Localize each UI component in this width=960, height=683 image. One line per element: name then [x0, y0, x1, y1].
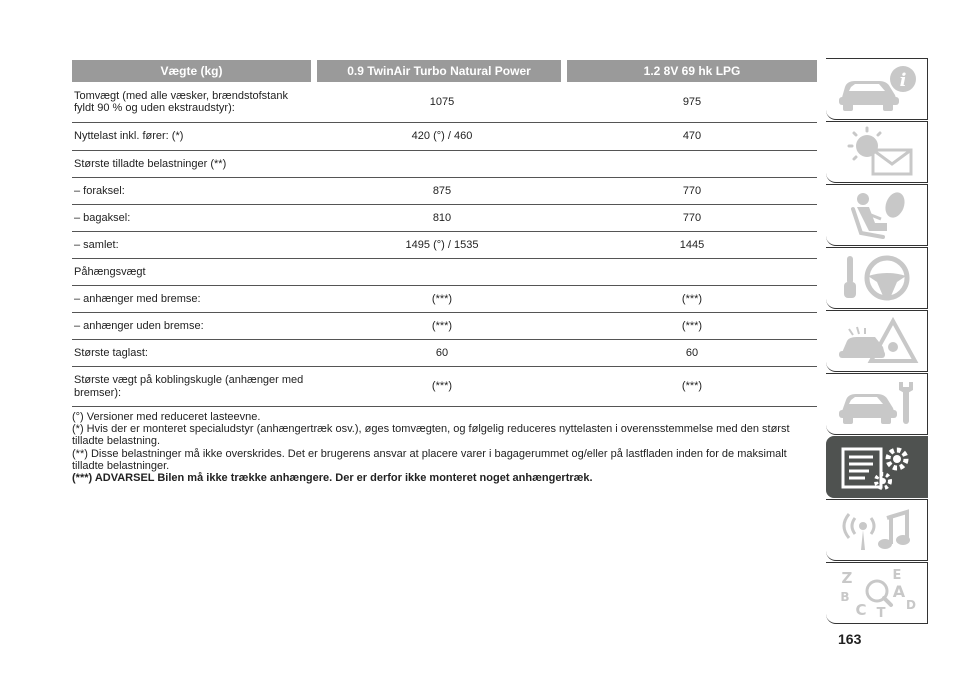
header-engine-lpg: 1.2 8V 69 hk LPG — [567, 60, 817, 82]
row-value-lpg: 770 — [682, 184, 702, 197]
table-row — [72, 178, 817, 205]
row-label: – samlet: — [74, 238, 119, 251]
index-letter: E — [892, 568, 901, 583]
tab-technical-data[interactable] — [826, 436, 928, 498]
row-label: Største tilladte belastninger (**) — [74, 157, 227, 170]
footnote-max-loads: (**) Disse belastninger må ikke overskrides. Det er brugerens ansvar at placere varer i bagagerummet og/eller på lastfladen inden for de maksimalt tilladte belastninger. — [72, 447, 787, 472]
row-value-lpg: (***) — [681, 292, 703, 305]
row-value-twinair: 60 — [435, 346, 449, 359]
table-row — [72, 232, 817, 259]
row-label: Største taglast: — [74, 346, 148, 359]
row-value-twinair: (***) — [431, 319, 453, 332]
header-engine-twinair: 0.9 TwinAir Turbo Natural Power — [317, 60, 561, 82]
tab-maintenance[interactable] — [826, 373, 928, 435]
row-value-twinair: 1075 — [429, 95, 455, 108]
row-value-lpg: 60 — [685, 346, 699, 359]
car-maintenance-icon — [835, 378, 919, 430]
row-value-lpg: (***) — [681, 319, 703, 332]
table-row — [72, 205, 817, 232]
footnotes — [72, 411, 820, 484]
index-letter: A — [892, 582, 905, 601]
row-label: – anhænger med bremse: — [74, 292, 201, 305]
row-label: Påhængsvægt — [74, 265, 146, 278]
index-letter: Z — [841, 569, 852, 587]
row-value-twinair: 810 — [432, 211, 452, 224]
car-info-icon — [835, 63, 919, 115]
index-letter: B — [839, 590, 850, 604]
row-value-lpg: (***) — [681, 380, 703, 393]
warning-lights-icon — [835, 126, 919, 178]
multimedia-icon — [835, 504, 919, 556]
row-value-twinair: (***) — [431, 292, 453, 305]
row-value-twinair: 420 (°) / 460 — [411, 130, 473, 143]
index-letter: C — [854, 601, 867, 619]
row-value-twinair: 875 — [432, 184, 452, 197]
weights-table — [72, 60, 817, 407]
index-letter: T — [876, 606, 885, 619]
table-row — [72, 340, 817, 367]
row-value-lpg: 470 — [682, 130, 702, 143]
footnote-reduced-capacity: (°) Versioner med reduceret lasteevne. — [72, 411, 261, 423]
airbag-seat-icon — [835, 189, 919, 241]
technical-data-icon — [835, 441, 919, 493]
table-row — [72, 123, 817, 151]
row-label: – bagaksel: — [74, 211, 131, 224]
table-header — [72, 60, 817, 82]
tab-starting-driving[interactable] — [826, 247, 928, 309]
tab-warning-lights[interactable] — [826, 121, 928, 183]
row-value-twinair: (***) — [431, 380, 453, 393]
index-icon — [835, 567, 919, 619]
header-weights: Vægte (kg) — [72, 60, 311, 82]
tab-emergency[interactable] — [826, 310, 928, 372]
svg-text:i: i — [899, 70, 906, 91]
tab-index[interactable] — [826, 562, 928, 624]
row-label: Nyttelast inkl. fører: (*) — [74, 130, 184, 143]
warning-no-towing: (***) ADVARSEL Bilen må ikke trække anhængere. Der er derfor ikke monteret noget anhængertræk. — [72, 472, 593, 485]
row-label: – anhænger uden bremse: — [74, 319, 204, 332]
tab-multimedia[interactable] — [826, 499, 928, 561]
steering-wheel-icon — [835, 252, 919, 304]
tab-safety[interactable] — [826, 184, 928, 246]
index-letter: D — [905, 598, 916, 612]
row-label: – foraksel: — [74, 184, 125, 197]
table-row — [72, 82, 817, 123]
table-row — [72, 259, 817, 286]
table-row — [72, 313, 817, 340]
table-row — [72, 286, 817, 313]
row-value-twinair: 1495 (°) / 1535 — [405, 238, 479, 251]
row-value-lpg: 770 — [682, 211, 702, 224]
row-value-lpg: 975 — [682, 95, 702, 108]
row-value-lpg: 1445 — [679, 238, 705, 251]
tab-car-info[interactable] — [826, 58, 928, 120]
table-row — [72, 151, 817, 178]
page-number: 163 — [838, 631, 862, 647]
emergency-icon — [835, 315, 919, 367]
row-label: Tomvægt (med alle væsker, brændstofstank fyldt 90 % og uden ekstraudstyr): — [74, 89, 288, 114]
row-label: Største vægt på koblingskugle (anhænger med bremser): — [74, 374, 304, 399]
table-row — [72, 367, 817, 407]
footnote-special-equipment: (*) Hvis der er monteret specialudstyr (anhængertræk osv.), øges tomvægten, og følgelig reduceres nyttelasten i overensstemmelse med den størst tilladte belastning. — [72, 423, 790, 448]
